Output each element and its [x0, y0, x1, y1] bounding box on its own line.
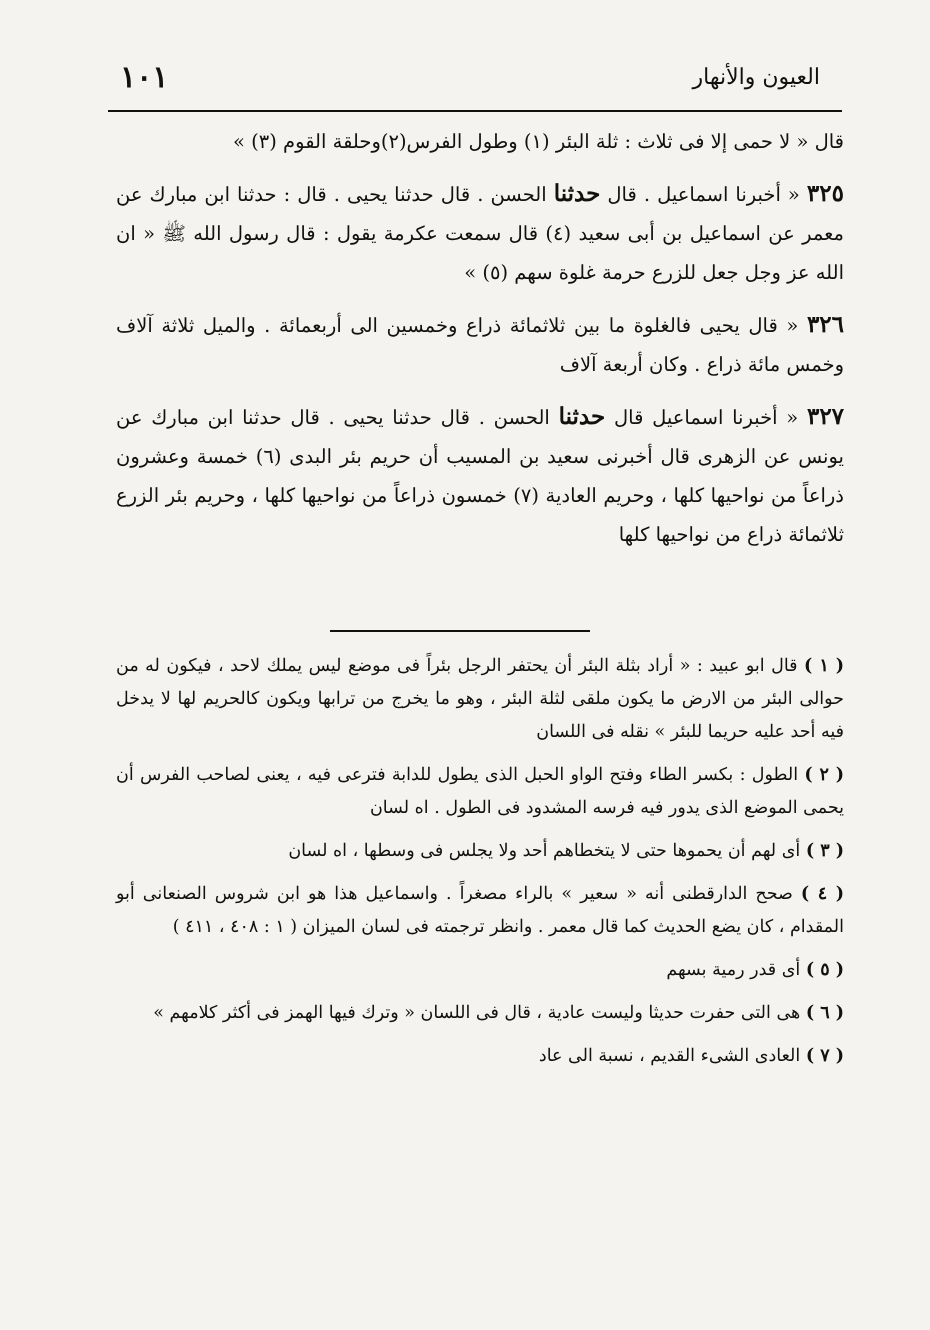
hadith-327: [116, 397, 844, 554]
hadith-number: ٣٢٦: [806, 311, 845, 338]
hadith-text: الحسن . قال حدثنا يحيى . قال : حدثنا ابن مبارك عن معمر عن اسماعيل بن أبى سعيد (٤) قال سمعت عكرمة يقول : قال رسول الله ﷺ « ان الله عز وجل جعل للزرع حرمة غلوة سهم (٥) »: [116, 183, 844, 284]
paragraph-intro: قال « لا حمى إلا فى ثلاث : ثلة البئر (١) وطول الفرس(٢)وحلقة القوم (٣) »: [233, 130, 844, 153]
running-title: العيون والأنهار: [692, 64, 820, 90]
footnote-text: هى التى حفرت حديثا وليست عادية ، قال فى اللسان « وترك فيها الهمز فى أكثر كلامهم »: [153, 1003, 801, 1023]
hadith-number: ٣٢٥: [806, 180, 844, 207]
footnote-separator: [330, 630, 590, 632]
footnote-text: صحح الدارقطنى أنه « سعير » بالراء مصغراً . واسماعيل هذا هو ابن شروس الصنعانى أبو المقدام ، كان يضع الحديث كما قال معمر . وانظر ترجمته فى لسان الميزان ( ١ : ٤٠٨ ، ٤١١ ): [116, 884, 844, 937]
footnote-number: ( ٦ ): [805, 1003, 844, 1023]
footnote-number: ( ٧ ): [805, 1046, 844, 1066]
hadith-text-start: « أخبرنا اسماعيل قال: [613, 406, 799, 429]
hadith-326: [116, 305, 844, 384]
footnote: [116, 759, 844, 825]
footnote-text: الطول : بكسر الطاء وفتح الواو الحبل الذى يطول للدابة فترعى فيه ، يعنى لصاحب الفرس أن يحمى الموضع الذى يدور فيه فرسه المشدود فى الطول . اه لسان: [116, 765, 844, 818]
footnote-text: العادى الشىء القديم ، نسبة الى عاد: [538, 1046, 801, 1066]
footnote-number: ( ٥ ): [805, 960, 844, 980]
hadith-text-start: « أخبرنا اسماعيل . قال: [607, 183, 800, 206]
page-header: [120, 52, 820, 102]
footnote-text: أى قدر رمية بسهم: [666, 960, 801, 980]
footnote: [116, 1040, 844, 1073]
main-text: [116, 122, 844, 567]
hadith-text: « قال يحيى فالغلوة ما بين ثلاثمائة ذراع وخمسين الى أربعمائة . والميل ثلاثة آلاف وخمس مائة ذراع . وكان أربعة آلاف: [116, 314, 844, 376]
keyword-haddathana: حدثنا: [558, 403, 606, 430]
footnote-text: أى لهم أن يحموها حتى لا يتخطاهم أحد ولا يجلس فى وسطها ، اه لسان: [288, 841, 801, 861]
footnote-number: ( ٣ ): [805, 841, 844, 861]
page-number: ١٠١: [120, 59, 169, 95]
hadith-number: ٣٢٧: [806, 403, 845, 430]
header-rule: [108, 110, 842, 112]
footnote-number: ( ٤ ): [800, 884, 844, 904]
footnote: [116, 835, 844, 868]
footnote: [116, 650, 844, 749]
footnotes: [116, 650, 844, 1083]
hadith-325: [116, 174, 844, 292]
footnote: [116, 954, 844, 987]
footnote: [116, 997, 844, 1030]
footnote: [116, 878, 844, 944]
hadith-text: الحسن . قال حدثنا يحيى . قال حدثنا ابن مبارك عن يونس عن الزهرى قال أخبرنى سعيد بن المسيب أن حريم بئر البدى (٦) خمسة وعشرون ذراعاً من نواحيها كلها ، وحريم العادية (٧) خمسون ذراعاً من نواحيها كلها ، وحريم بئر الزرع ثلاثمائة ذراع من نواحيها كلها: [116, 406, 844, 546]
keyword-haddathana: حدثنا: [553, 180, 601, 207]
footnote-number: ( ٢ ): [804, 765, 844, 785]
footnote-text: قال ابو عبيد : « أراد بثلة البئر أن يحتفر الرجل بئراً فى موضع ليس يملك لاحد ، فيكون له من حوالى البئر من الارض ما يكون ملقى لثلة البئر ، وهو ما يخرج من ترابها ويكون كالحريم لها لا يدخل فيه أحد عليه حريما للبئر » نقله فى اللسان: [116, 656, 844, 742]
footnote-number: ( ١ ): [804, 656, 844, 676]
